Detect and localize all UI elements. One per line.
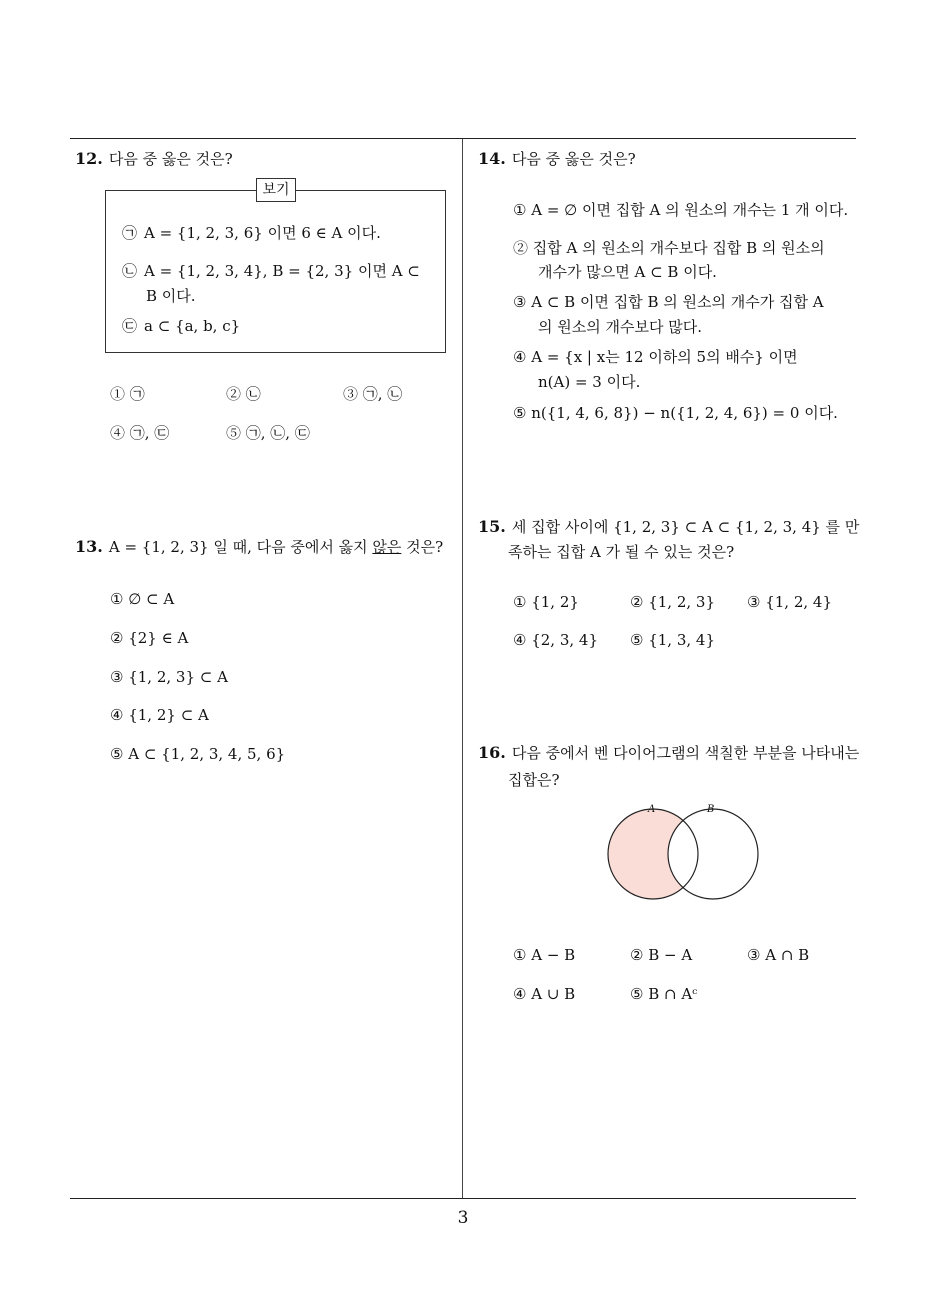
question-12 (75, 146, 233, 172)
option-4[interactable]: ④ A ∪ B (513, 985, 576, 1003)
top-rule (70, 138, 856, 139)
option-5[interactable]: ⑤ A ⊂ {1, 2, 3, 4, 5, 6} (110, 745, 286, 763)
question-15 (478, 514, 859, 540)
option-2[interactable]: ② {2} ∈ A (110, 629, 189, 647)
option-5[interactable]: ⑤ n({1, 4, 6, 8}) − n({1, 2, 4, 6}) = 0 이다. (513, 404, 838, 422)
column-divider (462, 139, 463, 1199)
question-text-end: 것은? (401, 538, 444, 556)
question-text-continuation: 집합은? (508, 771, 560, 789)
question-13 (75, 534, 443, 560)
question-14 (478, 146, 636, 172)
option-3[interactable]: ③ A ⊂ B 이면 집합 B 의 원소의 개수가 집합 A (513, 293, 824, 311)
option-2[interactable]: ② B − A (630, 946, 693, 964)
option-2[interactable]: ② {1, 2, 3} (630, 593, 716, 611)
question-number: 14. (478, 149, 506, 168)
option-3[interactable]: ③ {1, 2, 4} (747, 593, 833, 611)
option-2[interactable]: ② 집합 A 의 원소의 개수보다 집합 B 의 원소의 (513, 239, 825, 257)
option-1[interactable]: ① ∅ ⊂ A (110, 590, 175, 608)
question-number: 13. (75, 537, 103, 556)
question-number: 15. (478, 517, 506, 536)
bogi-item: ㉢ a ⊂ {a, b, c} (122, 317, 241, 335)
bogi-item: ㉡ A = {1, 2, 3, 4}, B = {2, 3} 이면 A ⊂ (122, 262, 420, 280)
option-1[interactable]: ① A − B (513, 946, 576, 964)
option-3[interactable]: ③ ㉠, ㉡ (343, 385, 403, 403)
question-16 (478, 740, 859, 766)
question-text: 세 집합 사이에 {1, 2, 3} ⊂ A ⊂ {1, 2, 3, 4} 를 만 (511, 518, 860, 536)
venn-label-b: B (707, 804, 715, 815)
question-text-continuation: 족하는 집합 A 가 될 수 있는 것은? (508, 543, 735, 561)
option-2[interactable]: ② ㉡ (226, 385, 261, 403)
bogi-item: ㉠ A = {1, 2, 3, 6} 이면 6 ∈ A 이다. (122, 224, 381, 242)
option-4[interactable]: ④ {2, 3, 4} (513, 631, 599, 649)
venn-diagram (600, 798, 770, 908)
question-text: 다음 중 옳은 것은? (511, 150, 636, 168)
question-number: 16. (478, 743, 506, 762)
bogi-item-continuation: B 이다. (146, 287, 196, 305)
option-1[interactable]: ① A = ∅ 이면 집합 A 의 원소의 개수는 1 개 이다. (513, 201, 849, 219)
option-3-continuation: 의 원소의 개수보다 많다. (538, 318, 702, 336)
option-4[interactable]: ④ ㉠, ㉢ (110, 424, 170, 442)
option-2-continuation: 개수가 많으면 A ⊂ B 이다. (538, 263, 717, 281)
option-3[interactable]: ③ {1, 2, 3} ⊂ A (110, 668, 228, 686)
option-3[interactable]: ③ A ∩ B (747, 946, 810, 964)
page-number: 3 (457, 1208, 469, 1228)
option-4[interactable]: ④ A = {x | x는 12 이하의 5의 배수} 이면 (513, 348, 798, 366)
bogi-label: 보기 (256, 178, 296, 202)
option-4[interactable]: ④ {1, 2} ⊂ A (110, 706, 209, 724)
option-4-continuation: n(A) = 3 이다. (538, 373, 641, 391)
question-text: A = {1, 2, 3} 일 때, 다음 중에서 옳지 (108, 538, 373, 556)
option-1[interactable]: ① ㉠ (110, 385, 145, 403)
question-text: 다음 중에서 벤 다이어그램의 색칠한 부분을 나타내는 (511, 744, 860, 762)
bottom-rule (70, 1198, 856, 1199)
option-1[interactable]: ① {1, 2} (513, 593, 579, 611)
venn-label-a: A (648, 804, 656, 815)
question-text: 다음 중 옳은 것은? (108, 150, 233, 168)
option-5[interactable]: ⑤ ㉠, ㉡, ㉢ (226, 424, 310, 442)
question-number: 12. (75, 149, 103, 168)
option-5[interactable]: ⑤ B ∩ Aᶜ (630, 985, 698, 1003)
question-text-underlined: 않은 (372, 538, 402, 556)
option-5[interactable]: ⑤ {1, 3, 4} (630, 631, 716, 649)
